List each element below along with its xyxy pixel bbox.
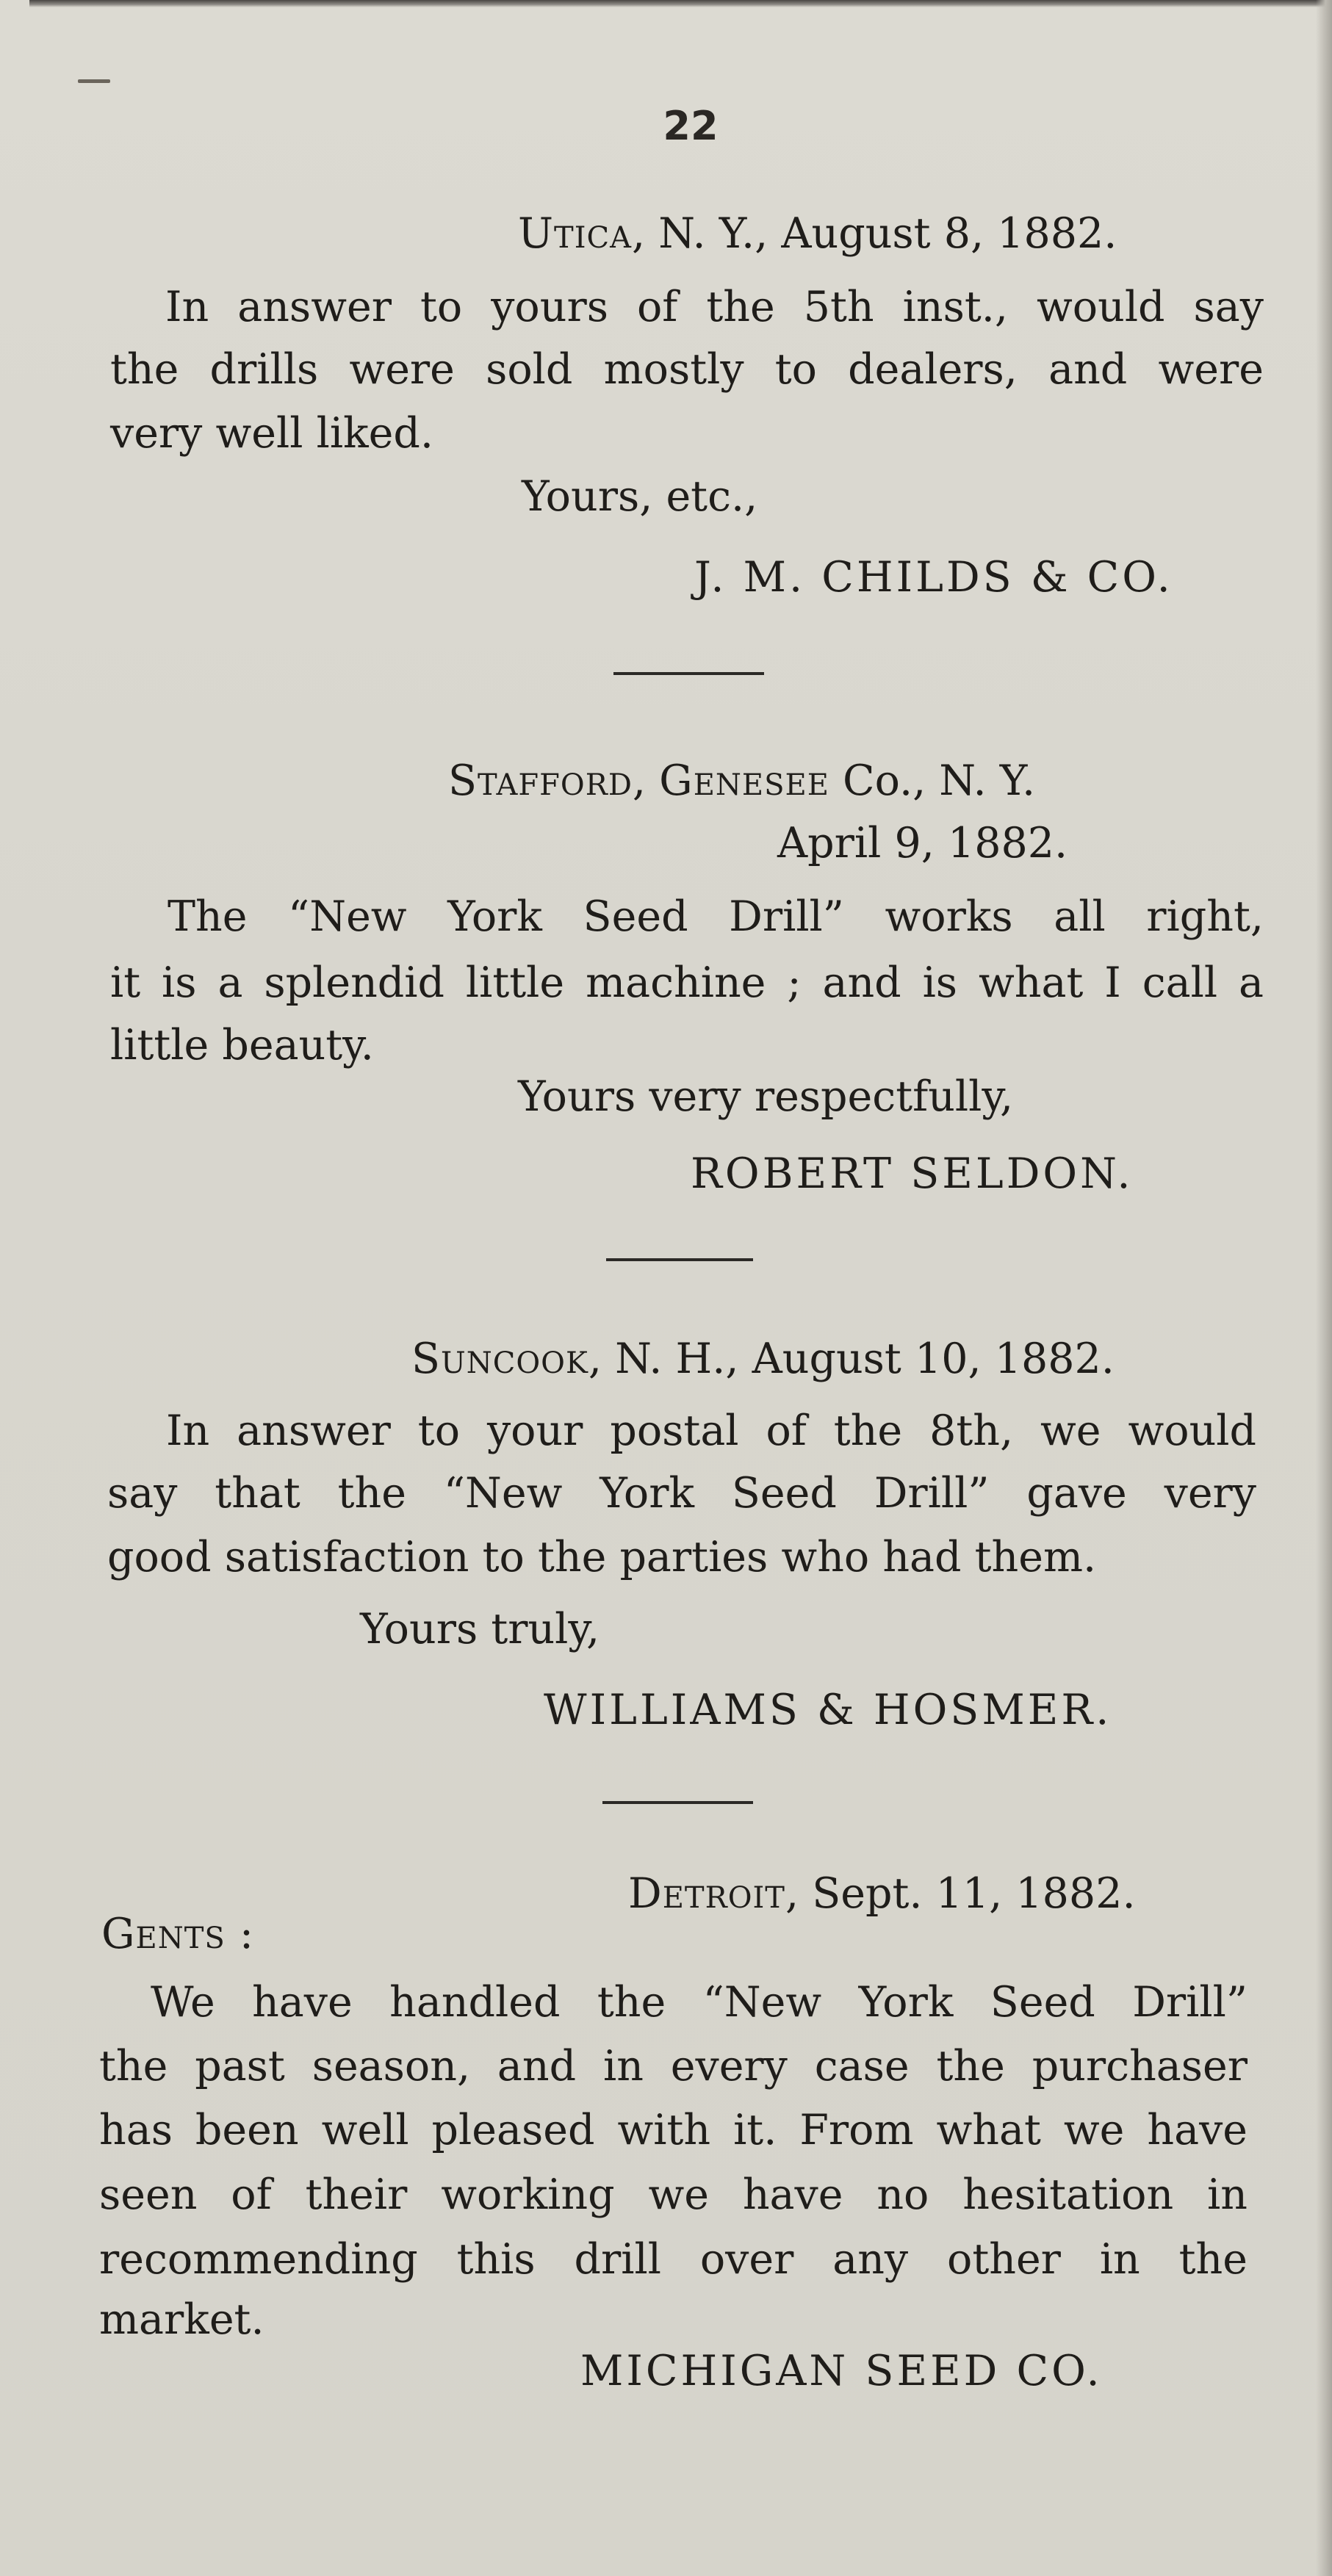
dateline-detroit (628, 1869, 1136, 1918)
dateline-details: , Sept. 11, 1882. (785, 1869, 1136, 1918)
letter-body-line: little beauty. (110, 1021, 374, 1069)
letter-closing: Yours, etc., (522, 472, 758, 521)
dateline-place: Utica (518, 209, 633, 258)
letter-body-line: seen of their working we have no hesitation in (99, 2171, 1248, 2219)
letter-body-line: the past season, and in every case the purchaser (99, 2042, 1248, 2090)
section-divider (613, 672, 764, 675)
letter-signature: J. M. CHILDS & CO. (694, 553, 1173, 602)
dateline-details: , N. H., August 10, 1882. (588, 1335, 1115, 1383)
dateline-separator: , (632, 757, 660, 805)
dateline-details: Co., N. Y. (829, 757, 1036, 805)
dateline-place: Stafford (448, 757, 633, 805)
letter-signature: MICHIGAN SEED CO. (580, 2347, 1103, 2395)
letter-closing: Yours very respectfully, (518, 1072, 1014, 1121)
dateline-place: Detroit (628, 1869, 785, 1918)
letter-body-line: In answer to yours of the 5th inst., would say (165, 283, 1264, 331)
letter-signature: ROBERT SELDON. (691, 1150, 1134, 1198)
letter-body-line: the drills were sold mostly to dealers, and were (110, 345, 1264, 394)
letter-body-line: The “New York Seed Drill” works all right, (168, 892, 1264, 941)
letter-body-line: market. (99, 2295, 264, 2344)
letter-body-line: recommending this drill over any other in the (99, 2235, 1248, 2284)
ink-mark (78, 79, 110, 83)
page-top-edge (29, 0, 1332, 7)
letter-body-line: say that the “New York Seed Drill” gave very (107, 1469, 1256, 1518)
dateline-suncook (411, 1335, 1115, 1383)
letter-body-line: good satisfaction to the parties who had them. (107, 1533, 1097, 1581)
dateline-stafford (448, 757, 1036, 805)
letter-body-line: it is a splendid little machine ; and is what I call a (110, 959, 1264, 1007)
dateline-date: April 9, 1882. (777, 819, 1068, 867)
letter-closing: Yours truly, (360, 1605, 600, 1653)
letter-salutation: Gents : (101, 1910, 255, 1958)
letter-body-line: We have handled the “New York Seed Drill” (151, 1978, 1248, 2027)
letter-body-line: has been well pleased with it. From what we have (99, 2106, 1248, 2154)
dateline-utica (518, 209, 1117, 258)
section-divider (606, 1258, 753, 1261)
page-right-edge (1316, 0, 1332, 2576)
letter-body-line: In answer to your postal of the 8th, we would (166, 1407, 1256, 1455)
dateline-county: Genesee (659, 757, 829, 805)
section-divider (602, 1801, 753, 1804)
page-number: 22 (663, 103, 719, 149)
dateline-place: Suncook (411, 1335, 588, 1383)
letter-body-line: very well liked. (110, 409, 433, 458)
dateline-details: , N. Y., August 8, 1882. (632, 209, 1117, 258)
letter-signature: WILLIAMS & HOSMER. (544, 1686, 1112, 1734)
